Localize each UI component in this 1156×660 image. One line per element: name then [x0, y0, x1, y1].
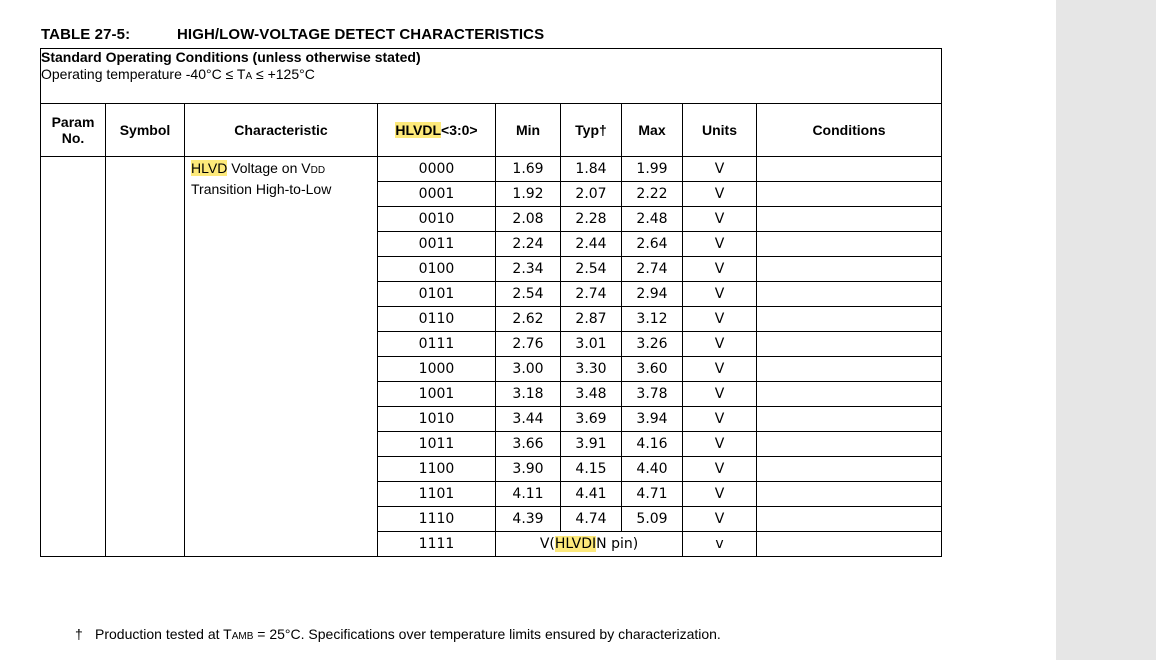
hlvdl-code-cell: 0011 [378, 232, 496, 257]
hlvdl-code-cell: 0000 [378, 157, 496, 182]
typ-cell: 3.69 [561, 407, 622, 432]
hlvdl-code-cell: 0101 [378, 282, 496, 307]
units-cell: V [683, 207, 757, 232]
min-cell: 2.76 [496, 332, 561, 357]
typ-cell: 3.91 [561, 432, 622, 457]
typ-cell: 2.74 [561, 282, 622, 307]
conditions-cell [757, 257, 942, 282]
hlvdin-pin-cell: V(HLVDIN pin) [496, 532, 683, 557]
conditions-cell [757, 507, 942, 532]
min-cell: 4.39 [496, 507, 561, 532]
operating-conditions-cell [41, 49, 942, 104]
conditions-cell [757, 482, 942, 507]
hlvd-characteristics-table [40, 48, 942, 557]
units-cell: V [683, 382, 757, 407]
units-cell: V [683, 307, 757, 332]
max-cell: 1.99 [622, 157, 683, 182]
max-cell: 3.78 [622, 382, 683, 407]
min-cell: 3.66 [496, 432, 561, 457]
min-cell: 3.90 [496, 457, 561, 482]
footnote: † Production tested at TAMB = 25°C. Specifications over temperature limits ensured by characterization. [75, 626, 721, 642]
conditions-temperature: Operating temperature -40°C ≤ TA ≤ +125°C [41, 66, 315, 82]
conditions-cell [757, 407, 942, 432]
header-typ: Typ† [561, 104, 622, 157]
header-max: Max [622, 104, 683, 157]
min-cell: 3.18 [496, 382, 561, 407]
comment-sidebar [1056, 0, 1156, 660]
hlvdl-code-cell: 1111 [378, 532, 496, 557]
min-cell: 1.92 [496, 182, 561, 207]
header-characteristic: Characteristic [185, 104, 378, 157]
header-row [41, 104, 942, 157]
hlvdl-code-cell: 0111 [378, 332, 496, 357]
max-cell: 3.60 [622, 357, 683, 382]
units-cell: V [683, 232, 757, 257]
hlvdi-highlight: HLVDI [554, 536, 597, 552]
data-body [41, 157, 942, 557]
header-min: Min [496, 104, 561, 157]
units-cell: V [683, 257, 757, 282]
max-cell: 2.48 [622, 207, 683, 232]
units-cell: V [683, 507, 757, 532]
units-cell: V [683, 432, 757, 457]
hlvdl-code-cell: 1001 [378, 382, 496, 407]
table-caption [41, 26, 544, 43]
conditions-cell [757, 457, 942, 482]
conditions-cell [757, 282, 942, 307]
header-hlvdl: HLVDL<3:0> [378, 104, 496, 157]
min-cell: 2.62 [496, 307, 561, 332]
typ-cell: 3.01 [561, 332, 622, 357]
hlvdl-code-cell: 1010 [378, 407, 496, 432]
conditions-cell [757, 432, 942, 457]
min-cell: 4.11 [496, 482, 561, 507]
typ-cell: 2.28 [561, 207, 622, 232]
conditions-cell [757, 357, 942, 382]
max-cell: 2.94 [622, 282, 683, 307]
typ-cell: 4.41 [561, 482, 622, 507]
header-symbol: Symbol [106, 104, 185, 157]
max-cell: 2.22 [622, 182, 683, 207]
hlvdl-code-cell: 1101 [378, 482, 496, 507]
header-param-no: Param No. [41, 104, 106, 157]
typ-cell: 2.07 [561, 182, 622, 207]
symbol-cell [106, 157, 185, 557]
hlvdl-code-cell: 0010 [378, 207, 496, 232]
table-row [41, 157, 942, 182]
min-cell: 2.24 [496, 232, 561, 257]
max-cell: 4.40 [622, 457, 683, 482]
max-cell: 5.09 [622, 507, 683, 532]
conditions-cell [757, 307, 942, 332]
max-cell: 2.74 [622, 257, 683, 282]
max-cell: 3.94 [622, 407, 683, 432]
min-cell: 3.44 [496, 407, 561, 432]
units-cell: V [683, 482, 757, 507]
hlvdl-code-cell: 1011 [378, 432, 496, 457]
units-cell: v [683, 532, 757, 557]
dagger-symbol: † [75, 626, 83, 642]
min-cell: 2.08 [496, 207, 561, 232]
typ-cell: 4.74 [561, 507, 622, 532]
conditions-cell [757, 332, 942, 357]
characteristic-cell: HLVD Voltage on VDD Transition High-to-Low [185, 157, 378, 557]
min-cell: 1.69 [496, 157, 561, 182]
max-cell: 2.64 [622, 232, 683, 257]
hlvdl-code-cell: 1110 [378, 507, 496, 532]
hlvdl-code-cell: 1000 [378, 357, 496, 382]
units-cell: V [683, 407, 757, 432]
typ-cell: 2.44 [561, 232, 622, 257]
conditions-title: Standard Operating Conditions (unless otherwise stated) [41, 49, 421, 65]
typ-cell: 2.87 [561, 307, 622, 332]
hlvdl-highlight: HLVDL [395, 122, 442, 138]
hlvd-highlight: HLVD [191, 160, 228, 176]
table-number: TABLE 27-5: [41, 26, 131, 43]
units-cell: V [683, 157, 757, 182]
conditions-cell [757, 382, 942, 407]
max-cell: 3.12 [622, 307, 683, 332]
typ-cell: 2.54 [561, 257, 622, 282]
typ-cell: 4.15 [561, 457, 622, 482]
units-cell: V [683, 457, 757, 482]
operating-conditions-row [41, 49, 942, 104]
max-cell: 3.26 [622, 332, 683, 357]
max-cell: 4.71 [622, 482, 683, 507]
hlvdl-code-cell: 0110 [378, 307, 496, 332]
conditions-cell [757, 232, 942, 257]
units-cell: V [683, 282, 757, 307]
hlvdl-code-cell: 0001 [378, 182, 496, 207]
min-cell: 3.00 [496, 357, 561, 382]
conditions-cell [757, 532, 942, 557]
table-title: HIGH/LOW-VOLTAGE DETECT CHARACTERISTICS [177, 26, 545, 43]
header-conditions: Conditions [757, 104, 942, 157]
units-cell: V [683, 332, 757, 357]
conditions-cell [757, 207, 942, 232]
min-cell: 2.34 [496, 257, 561, 282]
hlvdl-code-cell: 0100 [378, 257, 496, 282]
units-cell: V [683, 182, 757, 207]
typ-cell: 3.48 [561, 382, 622, 407]
units-cell: V [683, 357, 757, 382]
conditions-cell [757, 182, 942, 207]
param-no-cell [41, 157, 106, 557]
min-cell: 2.54 [496, 282, 561, 307]
hlvdl-code-cell: 1100 [378, 457, 496, 482]
typ-cell: 3.30 [561, 357, 622, 382]
conditions-cell [757, 157, 942, 182]
max-cell: 4.16 [622, 432, 683, 457]
typ-cell: 1.84 [561, 157, 622, 182]
header-units: Units [683, 104, 757, 157]
